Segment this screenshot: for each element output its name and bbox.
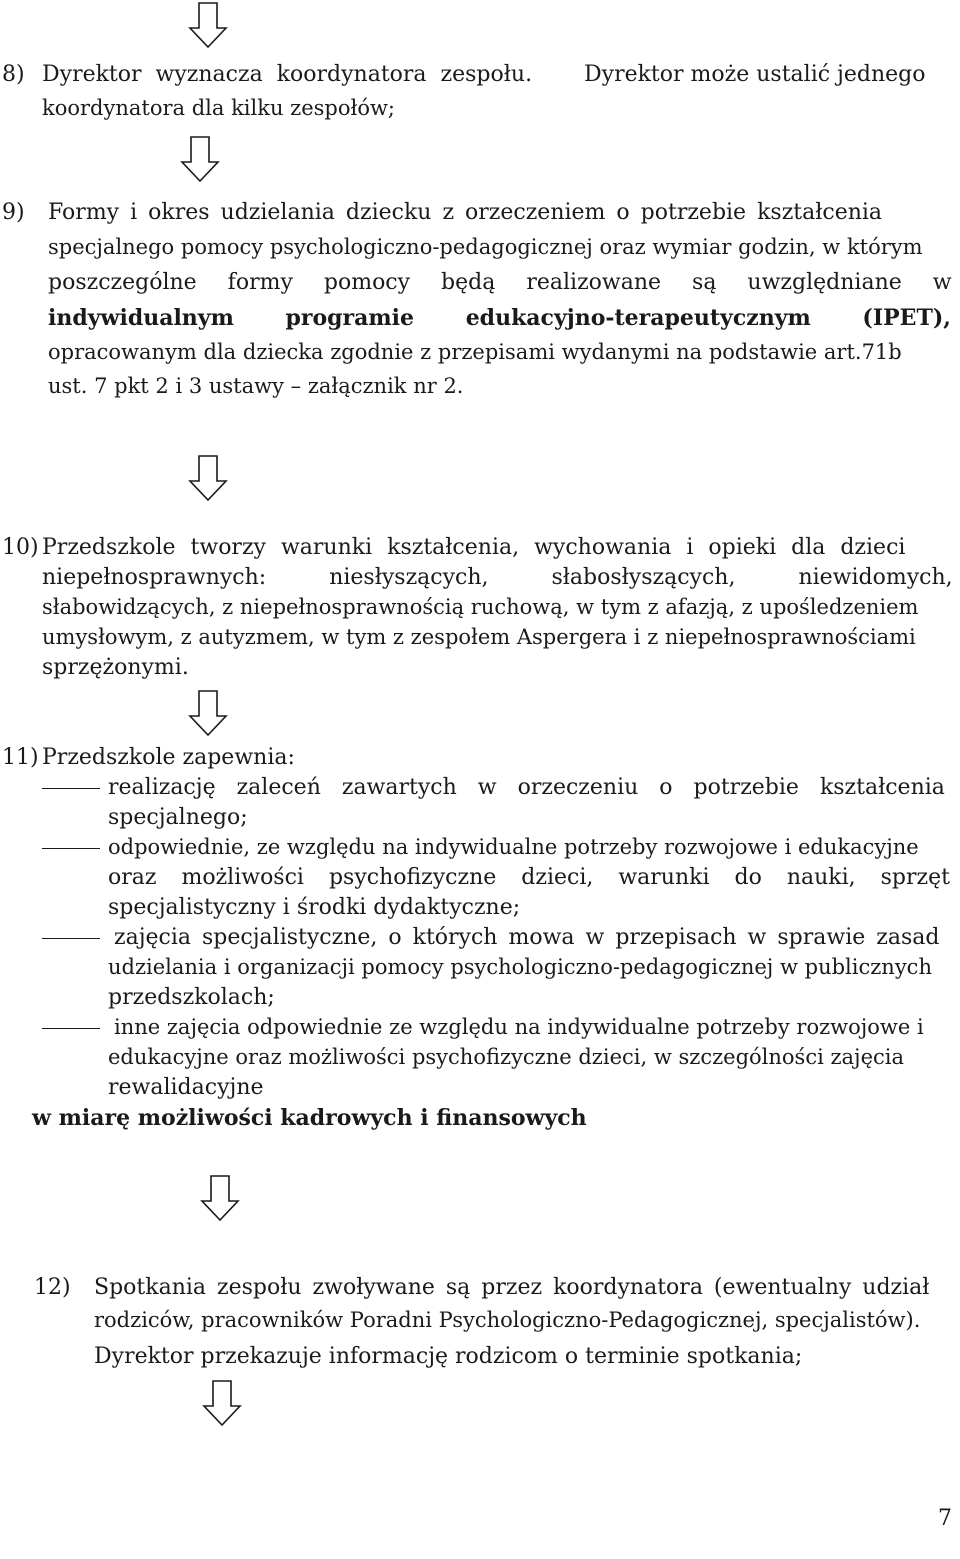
item-11-bullet-4-line-3: rewalidacyjne xyxy=(108,1075,264,1100)
item-12-line-2: rodziców, pracowników Poradni Psychologiczno-Pedagogicznej, specjalistów). xyxy=(94,1308,921,1332)
item-11-bullet-3-line-2: udzielania i organizacji pomocy psychologiczno-pedagogicznej w publicznych xyxy=(108,955,932,979)
page-number: 7 xyxy=(938,1506,952,1531)
item-9-line-3: poszczególne formy pomocy będą realizowane są uwzględniane w xyxy=(48,270,952,295)
down-arrow-icon xyxy=(202,1380,242,1426)
item-10-line-2: niepełnosprawnych: niesłyszących, słabosłyszących, niewidomych, xyxy=(42,565,953,590)
down-arrow-icon xyxy=(200,1175,240,1221)
item-11-bullet-2-line-3: specjalistyczny i środki dydaktyczne; xyxy=(108,895,521,920)
item-8-text-a: Dyrektor wyznacza koordynatora zespołu. xyxy=(42,62,533,87)
item-8-text-c: koordynatora dla kilku zespołów; xyxy=(42,96,396,120)
item-12-line-3: Dyrektor przekazuje informację rodzicom o terminie spotkania; xyxy=(94,1344,803,1369)
item-11-bullet-2-line-2: oraz możliwości psychofizyczne dzieci, warunki do nauki, sprzęt xyxy=(108,865,950,890)
item-12-line-1: Spotkania zespołu zwoływane są przez koordynatora (ewentualny udział xyxy=(94,1275,930,1300)
down-arrow-icon xyxy=(188,455,228,501)
down-arrow-icon xyxy=(188,690,228,736)
list-dash xyxy=(42,1028,100,1029)
item-11-bullet-2-line-1: odpowiednie, ze względu na indywidualne potrzeby rozwojowe i edukacyjne xyxy=(108,835,919,859)
item-number: 11) xyxy=(2,745,39,770)
list-dash xyxy=(42,848,100,849)
item-number: 10) xyxy=(2,535,39,560)
item-10-line-1: Przedszkole tworzy warunki kształcenia, wychowania i opieki dla dzieci xyxy=(42,535,906,560)
item-number: 8) xyxy=(2,62,25,87)
item-10-line-4: umysłowym, z autyzmem, w tym z zespołem Aspergera i z niepełnosprawnościami xyxy=(42,625,916,649)
item-9-line-5: opracowanym dla dziecka zgodnie z przepisami wydanymi na podstawie art.71b xyxy=(48,340,902,364)
list-dash xyxy=(42,788,100,789)
item-9-line-2: specjalnego pomocy psychologiczno-pedagogicznej oraz wymiar godzin, w którym xyxy=(48,235,923,259)
item-9-line-4: indywidualnym programie edukacyjno-terapeutycznym (IPET), xyxy=(48,305,951,331)
down-arrow-icon xyxy=(188,2,228,48)
item-9-line-1: Formy i okres udzielania dziecku z orzeczeniem o potrzebie kształcenia xyxy=(48,200,883,225)
item-number: 9) xyxy=(2,200,25,225)
item-11-bullet-3-line-3: przedszkolach; xyxy=(108,985,275,1010)
item-10-line-3: słabowidzących, z niepełnosprawnością ruchową, w tym z afazją, z upośledzeniem xyxy=(42,595,919,619)
item-number: 12) xyxy=(34,1275,71,1300)
down-arrow-icon xyxy=(180,136,220,182)
item-11-bullet-3-line-1: zajęcia specjalistyczne, o których mowa w przepisach w sprawie zasad xyxy=(114,925,940,950)
item-11-bullet-4-line-1: inne zajęcia odpowiednie ze względu na indywidualne potrzeby rozwojowe i xyxy=(114,1015,924,1039)
list-dash xyxy=(42,938,100,939)
item-8-text-b: Dyrektor może ustalić jednego xyxy=(584,62,926,87)
item-11-bullet-1-line-1: realizację zaleceń zawartych w orzeczeniu o potrzebie kształcenia xyxy=(108,775,945,800)
item-11-bullet-1-line-2: specjalnego; xyxy=(108,805,248,830)
item-11-bullet-4-line-2: edukacyjne oraz możliwości psychofizyczne dzieci, w szczególności zajęcia xyxy=(108,1045,904,1069)
item-11-intro: Przedszkole zapewnia: xyxy=(42,745,295,770)
item-9-line-6: ust. 7 pkt 2 i 3 ustawy – załącznik nr 2. xyxy=(48,374,464,398)
item-10-line-5: sprzężonymi. xyxy=(42,655,189,680)
item-11-closing: w miarę możliwości kadrowych i finansowych xyxy=(32,1105,587,1131)
